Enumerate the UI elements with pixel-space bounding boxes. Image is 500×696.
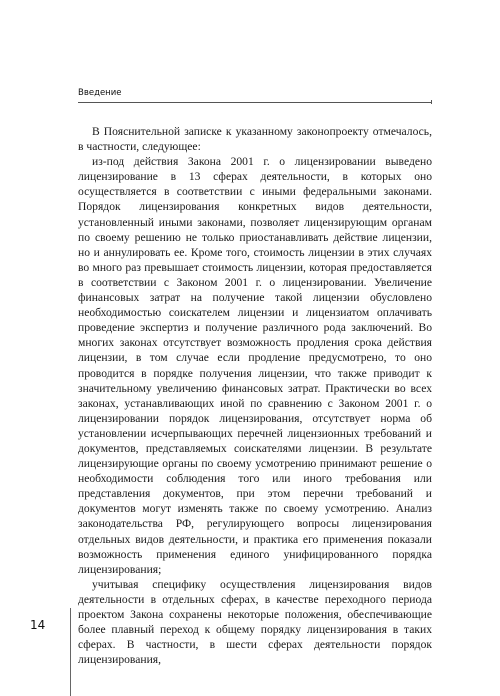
margin-rule — [70, 608, 71, 696]
paragraph-intro: В Пояснительной записке к указанному законопроекту отмечалось, в частности, следующее: — [78, 125, 432, 154]
paragraph-quote-2: учитывая специфику осуществления лицензирования видов деятельности в отдельных сферах, в качестве переходного периода проектом Закона сохранены некоторые положения, обеспечивающие более плавный переход к общему порядку лицензирования в таких сферах. В частности, в шести сферах деятельности порядок лицензирования, — [78, 577, 432, 667]
page-number: 14 — [30, 618, 46, 632]
header-rule — [78, 102, 432, 103]
body-text — [78, 124, 432, 667]
running-head-title: Введение — [78, 88, 122, 98]
paragraph-quote-1: из-под действия Закона 2001 г. о лицензировании выведено лицензирование в 13 сферах деятельности, в которых оно осуществляется в соответствии с иными федеральными законами. Порядок лицензирования конкретных видов деятельности, установленный иными законами, позволяет лицензирующим органам по своему решению не только приостанавливать действие лицензии, но и аннулировать ее. Кроме того, стоимость лицензии в этих случаях во много раз превышает стоимость лицензии, которая предоставляется в соответствии с Законом 2001 г. о лицензировании. Увеличение финансовых затрат на получение такой лицензии обусловлено необходимостью соискателем лицензии и лицензиатом оплачивать проведение экспертиз и получение различного рода заключений. Во многих законах отсутствует возможность продления срока действия лицензии, в том случае если продление предусмотрено, то оно проводится в порядке получения лицензии, что также приводит к значительному увеличению финансовых затрат. Практически во всех законах, устанавливающих иной по сравнению с Законом 2001 г. о лицензировании порядок лицензирования, отсутствует норма об установлении исчерпывающих перечней лицензионных требований и документов, представляемых соискателями лицензии. В результате лицензирующие органы по своему усмотрению принимают решение о необходимости соблюдения того или иного требования или представления документов, при этом перечни требований и документов могут изменять также по своему усмотрению. Анализ законодательства РФ, регулирующего вопросы лицензирования отдельных видов деятельности, и практика его применения показали возможность применения единого унифицированного порядка лицензирования; — [78, 155, 432, 576]
header-rule-tick — [431, 100, 432, 104]
